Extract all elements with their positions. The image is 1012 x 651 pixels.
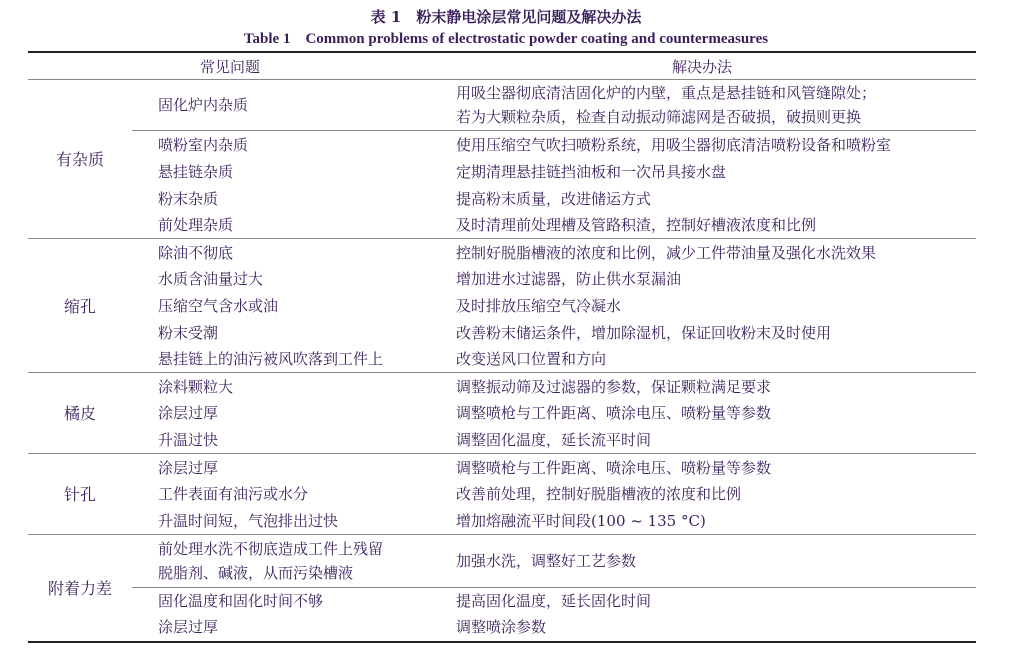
solution-cell: 及时清理前处理槽及管路积渣，控制好槽液浓度和比例 bbox=[456, 216, 817, 234]
problem-cell: 工件表面有油污或水分 bbox=[158, 485, 309, 503]
group-divider bbox=[28, 372, 976, 373]
solution-cell: 调整振动筛及过滤器的参数，保证颗粒满足要求 bbox=[456, 378, 772, 396]
group-divider bbox=[28, 453, 976, 454]
group-divider bbox=[28, 238, 976, 239]
problem-cell: 悬挂链上的油污被风吹落到工件上 bbox=[158, 350, 384, 368]
solution-cell: 使用压缩空气吹扫喷粉系统，用吸尘器彻底清洁喷粉设备和喷粉室 bbox=[456, 136, 892, 154]
table-caption-cn: 表 1 粉末静电涂层常见问题及解决办法 bbox=[370, 8, 642, 26]
header-solution: 解决办法 bbox=[672, 58, 733, 76]
solution-cell: 加强水洗，调整好工艺参数 bbox=[456, 552, 637, 570]
solution-cell: 调整喷枪与工件距离、喷涂电压、喷粉量等参数 bbox=[456, 404, 772, 422]
row-divider bbox=[132, 130, 976, 131]
problem-cell: 固化炉内杂质 bbox=[158, 96, 249, 114]
solution-cell: 改善前处理，控制好脱脂槽液的浓度和比例 bbox=[456, 485, 742, 503]
problem-cell: 涂层过厚 bbox=[158, 618, 219, 636]
problem-cell: 压缩空气含水或油 bbox=[158, 297, 279, 315]
solution-cell: 调整喷涂参数 bbox=[456, 618, 547, 636]
problem-cell: 升温过快 bbox=[158, 431, 219, 449]
header-problem: 常见问题 bbox=[200, 58, 261, 76]
solution-cell: 调整固化温度，延长流平时间 bbox=[456, 431, 652, 449]
solution-cell: 提高固化温度，延长固化时间 bbox=[456, 592, 652, 610]
group-label: 橘皮 bbox=[63, 404, 96, 423]
problem-cell: 水质含油量过大 bbox=[158, 270, 264, 288]
solution-cell: 改变送风口位置和方向 bbox=[456, 350, 607, 368]
problem-cell: 升温时间短，气泡排出过快 bbox=[158, 512, 339, 530]
problem-cell: 喷粉室内杂质 bbox=[158, 136, 249, 154]
group-label: 缩孔 bbox=[63, 297, 96, 316]
top-rule bbox=[28, 51, 976, 53]
problem-cell: 粉末受潮 bbox=[158, 324, 219, 342]
solution-cell: 若为大颗粒杂质，检查自动振动筛滤网是否破损，破损则更换 bbox=[456, 108, 862, 126]
problem-cell: 除油不彻底 bbox=[158, 244, 234, 262]
problem-cell: 涂层过厚 bbox=[158, 404, 219, 422]
problem-cell: 涂层过厚 bbox=[158, 459, 219, 477]
problem-cell: 粉末杂质 bbox=[158, 190, 219, 208]
bottom-rule bbox=[28, 641, 976, 643]
solution-cell: 增加熔融流平时间段(100 ~ 135 °C) bbox=[456, 512, 706, 530]
problem-cell: 前处理水洗不彻底造成工件上残留 bbox=[158, 540, 384, 558]
group-divider bbox=[28, 534, 976, 535]
solution-cell: 定期清理悬挂链挡油板和一次吊具接水盘 bbox=[456, 163, 727, 181]
problem-cell: 脱脂剂、碱液，从而污染槽液 bbox=[158, 564, 354, 582]
table-caption-en: Table 1 Common problems of electrostatic powder coating and countermeasures bbox=[243, 31, 769, 47]
solution-cell: 及时排放压缩空气冷凝水 bbox=[456, 297, 622, 315]
problem-cell: 悬挂链杂质 bbox=[158, 163, 234, 181]
problem-cell: 固化温度和固化时间不够 bbox=[158, 592, 324, 610]
solution-cell: 提高粉末质量，改进储运方式 bbox=[456, 190, 652, 208]
group-label: 有杂质 bbox=[55, 150, 104, 169]
solution-cell: 改善粉末储运条件，增加除湿机，保证回收粉末及时使用 bbox=[456, 324, 832, 342]
solution-cell: 控制好脱脂槽液的浓度和比例，减少工件带油量及强化水洗效果 bbox=[456, 244, 877, 262]
problem-cell: 前处理杂质 bbox=[158, 216, 234, 234]
group-label: 针孔 bbox=[63, 485, 96, 504]
solution-cell: 调整喷枪与工件距离、喷涂电压、喷粉量等参数 bbox=[456, 459, 772, 477]
solution-cell: 用吸尘器彻底清洁固化炉的内壁，重点是悬挂链和风管缝隙处； bbox=[456, 84, 877, 102]
solution-cell: 增加进水过滤器，防止供水泵漏油 bbox=[456, 270, 682, 288]
problem-cell: 涂料颗粒大 bbox=[158, 378, 234, 396]
group-label: 附着力差 bbox=[47, 579, 112, 598]
